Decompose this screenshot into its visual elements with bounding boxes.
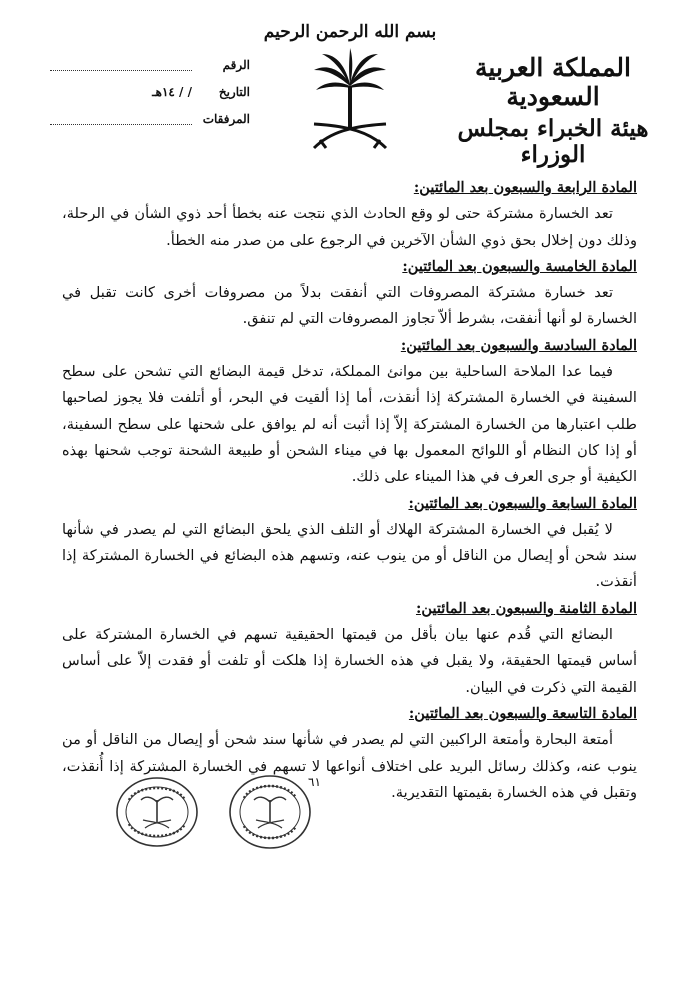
bismillah-heading: بسم الله الرحمن الرحيم <box>263 22 437 42</box>
letterhead-title <box>428 54 678 168</box>
date-value: / / ١٤هـ <box>152 85 192 99</box>
article-text: لا يُقبل في الخسارة المشتركة الهلاك أو التلف الذي يلحق البضائع التي لم يصدر في شأنها سند شحن أو إيصال من الناقل أو من ينوب عنه، وتسهم هذه البضائع في الخسارة المشتركة إذا أنقذت. <box>62 520 637 591</box>
authority-name: هيئة الخبراء بمجلس الوزراء <box>457 114 649 168</box>
attachments-line <box>50 124 192 125</box>
page-number: ٦١ <box>308 775 321 789</box>
attachments-label: المرفقات <box>202 112 250 126</box>
article-text: البضائع التي قُدم عنها بيان بأقل من قيمتها الحقيقية تسهم في الخسارة المشتركة على أساس قيمتها الحقيقة، ولا يقبل في هذه الخسارة إذا هلكت أو تلفت أو فقدت إلاّ على أساس القيمة التي ذكرت في البيان. <box>62 626 637 696</box>
article-text: فيما عدا الملاحة الساحلية بين موانئ المملكة، تدخل قيمة البضائع التي تشحن على سطح السفينة في الخسارة المشتركة إذا أنقذت، أما إذا ألقيت في البحر، أو أتلفت فلا يجوز لصاحبها طلب اعتبارها من الخسارة المشتركة إلاّ إذا أثبت أنه لم يوافق على شحنها على سطح السفينة، أو إذا كان النظام أو اللوائح المعمول بها في ميناء الشحن أو طبيعة الشحنة توجب شحنها بهذه الكيفية أو جرى العرف في هذا الميناء على ذلك. <box>62 363 637 486</box>
article-heading: المادة التاسعة والسبعون بعد المائتين: <box>408 704 637 722</box>
article-heading: المادة الرابعة والسبعون بعد المائتين: <box>413 179 637 196</box>
official-stamp-icon <box>115 770 199 854</box>
article-heading: المادة السابعة والسبعون بعد المائتين: <box>408 494 637 512</box>
official-stamp-icon <box>228 770 312 854</box>
reference-line <box>50 70 192 71</box>
country-name: المملكة العربية السعودية <box>475 53 631 111</box>
article-heading: المادة السادسة والسبعون بعد المائتين: <box>400 336 637 354</box>
reference-block <box>50 58 250 139</box>
articles-body <box>62 175 637 806</box>
reference-label: الرقم <box>222 58 250 72</box>
date-label: التاريخ <box>218 85 250 99</box>
attachments-row <box>50 112 250 139</box>
date-row <box>50 85 250 112</box>
article-text: أمتعة البحارة وأمتعة الراكبين التي لم يصدر في شأنها سند شحن أو إيصال من الناقل أو من ينوب عنه، وكذلك رسائل البريد على اختلاف أنواعها لا تسهم في الخسارة المشتركة إذا أُنقذت، وتقبل في هذه الخسارة بقيمتها التقديرية. <box>62 731 637 801</box>
article-heading: المادة الثامنة والسبعون بعد المائتين: <box>415 599 637 617</box>
article-heading: المادة الخامسة والسبعون بعد المائتين: <box>402 257 637 275</box>
article-text: تعد الخسارة مشتركة حتى لو وقع الحادث الذي نتجت عنه بخطأ أحد ذوي الشأن في الرحلة، وذلك دون إخلال بحق ذوي الشأن الآخرين في الرجوع على من صدر منه الخطأ. <box>62 205 637 249</box>
palm-swords-emblem-icon <box>300 44 400 154</box>
article-text: تعد خسارة مشتركة المصروفات التي أنفقت بدلاً من مصروفات أخرى كانت تقبل في الخسارة لو أنها أنفقت، بشرط ألاّ تجاوز المصروفات التي لم تنفق. <box>62 284 637 328</box>
reference-row <box>50 58 250 85</box>
